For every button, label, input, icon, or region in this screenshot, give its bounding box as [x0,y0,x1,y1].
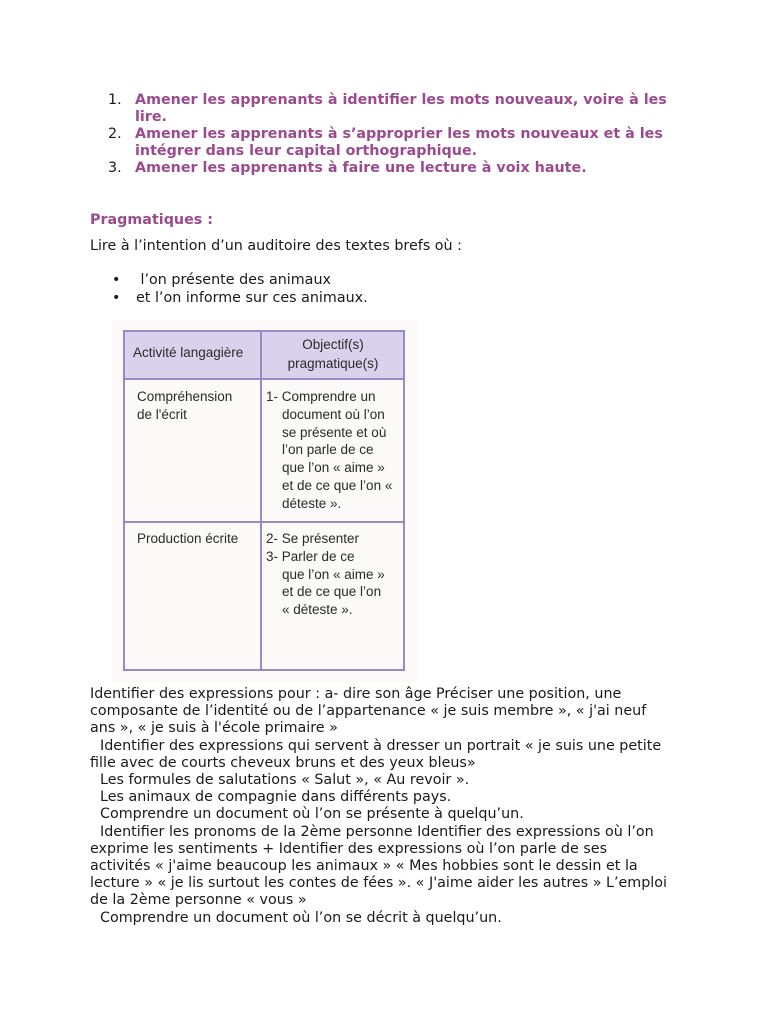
table-cell-line: 2- Se présenter [266,531,360,546]
text-line: de la 2ème personne « vous » [90,892,307,909]
body-text [90,686,690,927]
text-line: ans », « je suis à l'école primaire » [90,720,338,737]
objective-item-3 [108,160,680,177]
paragraph [90,738,690,772]
objective-text-line: Amener les apprenants à s’approprier les mots nouveaux et à les [135,126,663,142]
objective-text-line: lire. [135,109,167,125]
table-cell-line: « déteste ». [282,602,353,618]
table-cell-line: de l'écrit [137,407,187,422]
objectives-table [123,330,405,671]
bullet-item [112,290,368,308]
paragraph: Comprendre un document où l’on se présente à quelqu’un. [100,806,524,823]
table-cell-line: document où l’on [282,406,385,422]
objective-number: 3. [108,160,122,176]
paragraph [90,686,690,738]
table-cell-line: et de ce que l’on [282,584,382,600]
intro-paragraph: Lire à l’intention d’un auditoire des textes brefs où : [90,238,462,254]
table-cell-comprehension [137,388,232,424]
table-cell-line: déteste ». [282,495,342,511]
text-line: fille avec de courts cheveux bruns et des yeux bleus» [90,754,476,771]
paragraph: Comprendre un document où l’on se décrit à quelqu’un. [100,909,502,926]
table-cell-objective-2 [266,530,400,619]
table-row-divider [125,521,403,523]
text-line: lecture » « je lis surtout les contes de fées ». « J'aime aider les autres » L’emploi [90,875,667,892]
table-cell-line: 3- Parler de ce [266,548,355,564]
text-line: exprime les sentiments + Identifier des expressions où l’on parle de ses [90,840,608,857]
text-line: Identifier des expressions pour : a- dire son âge Préciser une position, une [90,686,622,702]
objective-number: 2. [108,126,122,142]
table-cell-line: que l’on « aime » [282,460,385,476]
bullet-icon: • [112,272,121,288]
table-cell-line: et de ce que l’on « [282,477,393,493]
section-heading-pragmatiques: Pragmatiques : [90,212,214,228]
table-cell-line: Compréhension [137,389,233,404]
text-line: Identifier des expressions qui servent à dresser un portrait « je suis une petite [100,737,662,754]
table-cell-line: que l’on « aime » [282,566,385,582]
objective-text-line: intégrer dans leur capital orthographique. [135,143,478,159]
objectives-table-image [112,320,417,682]
table-cell-line: se présente et où [282,424,387,440]
objectives-list [108,92,680,177]
objective-item-1 [108,92,680,126]
objective-text-line: Amener les apprenants à identifier les mots nouveaux, voire à les [135,92,667,108]
table-header-activity: Activité langagière [133,345,244,360]
bullet-text: et l’on informe sur ces animaux. [136,289,368,306]
table-header-line: pragmatique(s) [287,356,379,371]
table-cell-objective-1 [266,388,400,513]
bullet-text: l’on présente des animaux [136,272,331,288]
paragraph [90,824,690,910]
table-cell-production: Production écrite [137,531,239,546]
text-line: Identifier les pronoms de la 2ème personne Identifier des expressions où l’on [100,823,654,840]
paragraph: Les animaux de compagnie dans différents pays. [100,789,452,806]
table-column-divider [260,332,262,669]
text-line: composante de l’identité ou de l’appartenance « je suis membre », « j'ai neuf [90,703,647,720]
objective-text-line: Amener les apprenants à faire une lecture à voix haute. [135,160,587,176]
table-cell-line: 1- Comprendre un [266,389,376,404]
bullet-list [112,272,368,307]
bullet-icon: • [112,289,121,306]
text-line: activités « j'aime beaucoup les animaux » « Mes hobbies sont le dessin et la [90,858,638,875]
table-header-line: Objectif(s) [302,337,364,352]
bullet-item [112,272,368,290]
table-header-objectives [265,335,401,373]
paragraph: Les formules de salutations « Salut », « Au revoir ». [100,772,470,789]
objective-number: 1. [108,92,122,108]
objective-item-2 [108,126,680,160]
table-cell-line: l’on parle de ce [282,442,374,458]
